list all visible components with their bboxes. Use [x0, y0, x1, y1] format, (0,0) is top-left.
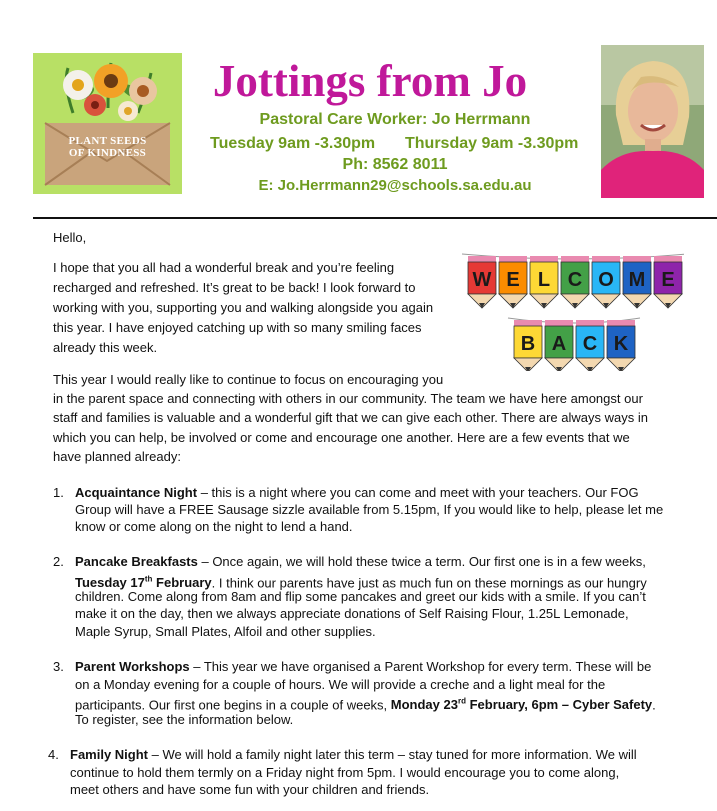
event-date: Monday 23rd February, 6pm – Cyber Safety	[390, 697, 653, 713]
page-title: Jottings from Jo	[212, 56, 528, 106]
banner-letter: C	[567, 269, 583, 291]
banner-letter: E	[661, 269, 675, 291]
greeting: Hello,	[53, 230, 87, 245]
banner-letter: C	[582, 333, 598, 355]
header-divider	[33, 217, 717, 219]
thursday-hours: Thursday 9am -3.30pm	[405, 135, 579, 152]
pencil-flag	[607, 320, 635, 371]
event-title: Parent Workshops	[75, 659, 190, 674]
welcome-back-banner	[462, 236, 684, 371]
event-date: Tuesday 17th February	[75, 575, 212, 591]
pencil-flag	[654, 256, 682, 308]
event-title: Family Night	[70, 747, 149, 762]
banner-letter: L	[537, 269, 551, 291]
pencil-flag	[561, 256, 589, 308]
role-text: Pastoral Care Worker: Jo Herrmann	[259, 111, 531, 128]
event-title: Acquaintance Night	[75, 485, 198, 500]
pencil-flag	[592, 256, 620, 308]
pencil-flag	[576, 320, 604, 371]
event-title: Pancake Breakfasts	[75, 554, 198, 569]
banner-letter: K	[613, 333, 629, 355]
banner-letter: A	[551, 333, 567, 355]
email-text: E: Jo.Herrmann29@schools.sa.edu.au	[258, 177, 532, 194]
pencil-flag	[530, 256, 558, 308]
pencil-flag	[545, 320, 573, 371]
banner-letter: M	[628, 269, 646, 291]
banner-letter: B	[520, 333, 536, 355]
pencil-flag	[514, 320, 542, 371]
banner-letter: E	[506, 269, 520, 291]
pencil-flag	[623, 256, 651, 308]
logo-text: PLANT SEEDS OF KINDNESS	[68, 135, 147, 159]
profile-photo	[601, 45, 704, 198]
pencil-bunting-icon	[462, 236, 684, 371]
pencil-flag	[468, 256, 496, 308]
banner-letter: O	[598, 269, 614, 291]
phone-text: Ph: 8562 8011	[342, 156, 448, 173]
banner-letter: W	[472, 269, 492, 291]
tuesday-hours: Tuesday 9am -3.30pm	[210, 135, 376, 152]
portrait-icon	[601, 45, 704, 198]
pencil-flag	[499, 256, 527, 308]
